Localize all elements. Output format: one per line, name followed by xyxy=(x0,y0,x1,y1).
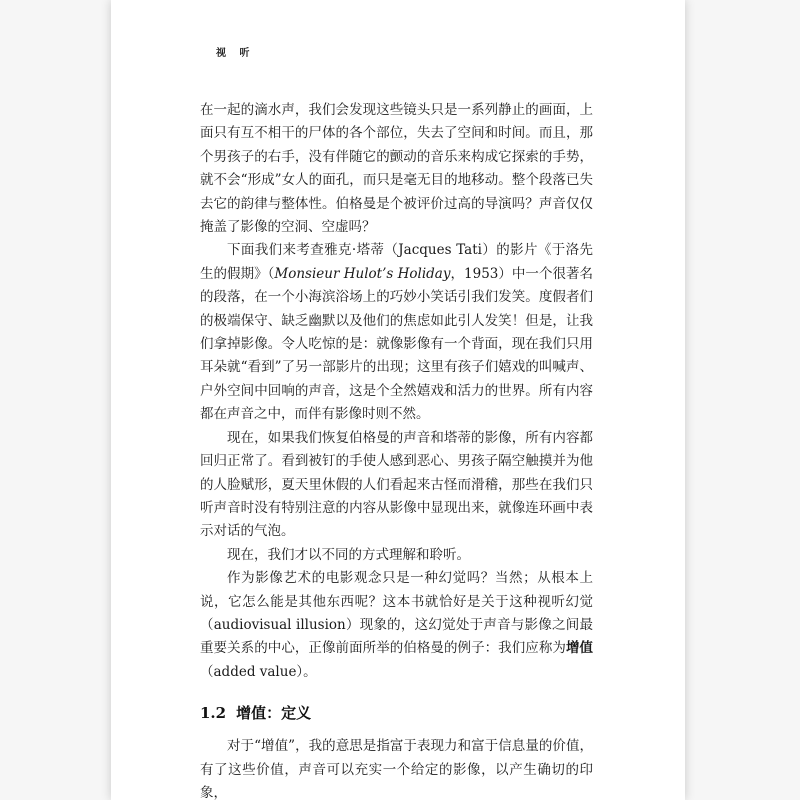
section-number: 1.2 xyxy=(200,704,227,723)
paragraph-tati-part2: ，1953）中一个很著名的段落，在一个小海滨浴场上的巧妙小笑话引我们发笑。度假者们的极端保守、缺乏幽默以及他们的焦虑如此引人发笑！但是，让我们拿掉影像。令人吃惊的是：就像影像有一个背面，现在我们只用耳朵就“看到”了另一部影片的出现；这里有孩子们嬉戏的叫喊声、户外空间中回响的声音，这是个全然嬉戏和活力的世界。所有内容都在声音之中，而伴有影像时则不然。 xyxy=(200,265,594,423)
term-added-value: 增值 xyxy=(565,640,594,657)
paragraph-illusion xyxy=(200,567,593,684)
section-heading xyxy=(200,701,593,725)
body-text xyxy=(200,99,593,800)
book-page xyxy=(111,0,685,800)
running-head: 视 听 xyxy=(216,48,255,59)
section-title: 增值：定义 xyxy=(236,704,312,723)
paragraph-continuation: 在一起的滴水声，我们会发现这些镜头只是一系列静止的画面，上面只有互不相干的尸体的各个部位，失去了空间和时间。而且，那个男孩子的右手，没有伴随它的颤动的音乐来构成它探索的手势，就不会“形成”女人的面孔，而只是毫无目的地移动。整个段落已失去它的韵律与整体性。伯格曼是个被评价过高的导演吗？声音仅仅掩盖了影像的空洞、空虚吗？ xyxy=(200,102,593,236)
paragraph-understand: 现在，我们才以不同的方式理解和聆听。 xyxy=(227,546,470,563)
paragraph-restore: 现在，如果我们恢复伯格曼的声音和塔蒂的影像，所有内容都回归正常了。看到被钉的手使人感到恶心、男孩子隔空触摸并为他的人脸赋形，夏天里休假的人们看起来古怪而滑稽，那些在我们只听声音时没有特别注意的内容从影像中显现出来，就像连环画中表示对话的气泡。 xyxy=(200,429,593,540)
paragraph-tati-part1: 下面我们来考查雅克·塔蒂（Jacques Tati）的影片《于洛先生的假期》（ xyxy=(200,242,593,282)
paragraph-tati xyxy=(200,239,593,426)
paragraph-definition: 对于“增值”，我的意思是指富于表现力和富于信息量的价值，有了这些价值，声音可以充实一个给定的影像，以产生确切的印象， xyxy=(200,738,593,800)
film-title-italic: Monsieur Hulot’s Holiday xyxy=(274,265,451,282)
paragraph-illusion-part1: 作为影像艺术的电影观念只是一种幻觉吗？当然；从根本上说，它怎么能是其他东西呢？这本书就恰好是关于这种视听幻觉（audiovisual illusion）现象的，这幻觉处于声音与影像之间最重要关系的中心，正像前面所举的伯格曼的例子：我们应称为 xyxy=(200,570,593,657)
paragraph-illusion-part2: （added value）。 xyxy=(200,663,317,680)
